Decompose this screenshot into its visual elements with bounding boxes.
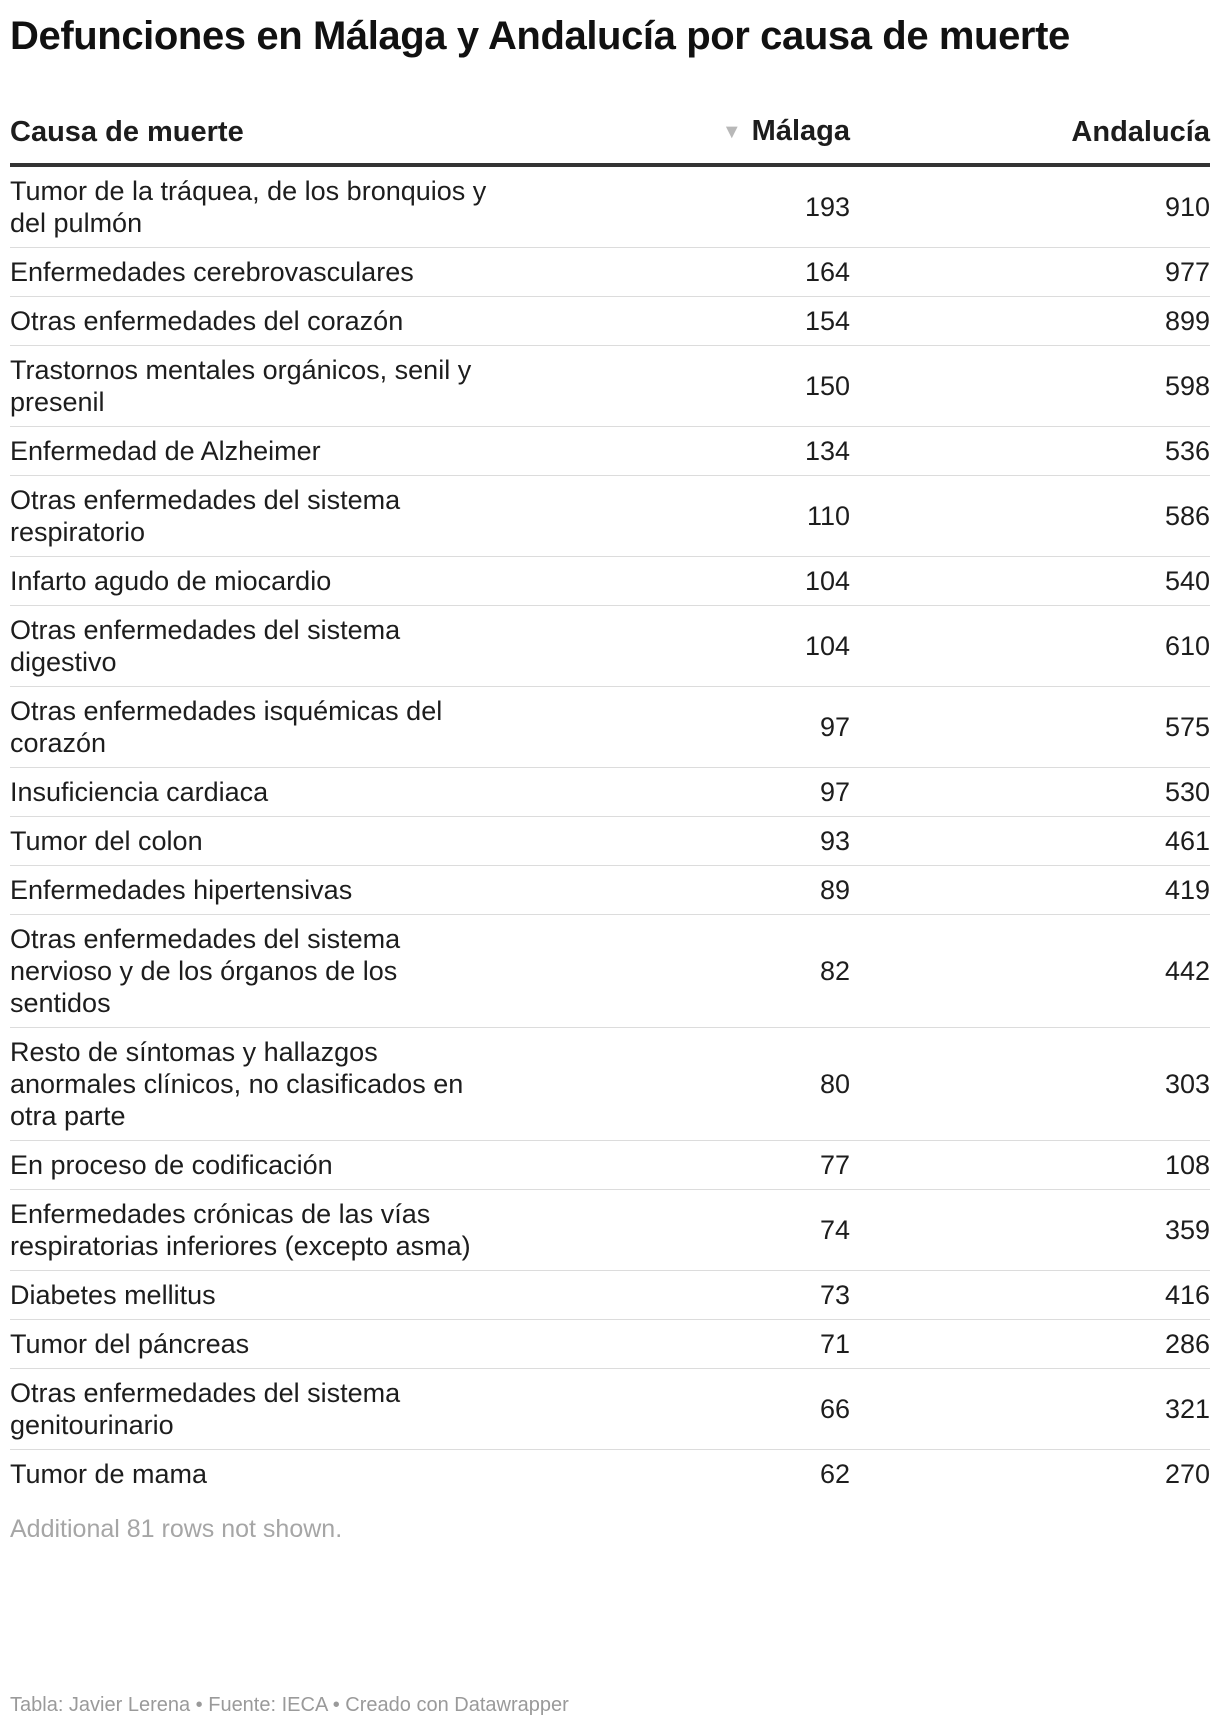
cause-label: Otras enfermedades del sistema nervioso y de los órganos de los sentidos [10, 924, 401, 1018]
cell-cause [10, 165, 510, 248]
table-row [10, 1141, 1210, 1190]
column-header-malaga-label: Málaga [751, 115, 850, 147]
table-row [10, 427, 1210, 476]
column-header-malaga[interactable] [510, 114, 850, 165]
table-body [10, 165, 1210, 1498]
cause-label: Tumor del páncreas [10, 1329, 250, 1359]
cell-malaga: 73 [510, 1271, 850, 1320]
cause-label: Otras enfermedades del sistema respiratorio [10, 485, 401, 547]
cell-andalucia: 321 [850, 1369, 1210, 1450]
cause-label: Otras enfermedades del sistema digestivo [10, 615, 401, 677]
table-row [10, 1190, 1210, 1271]
cell-cause [10, 557, 510, 606]
cell-andalucia: 419 [850, 866, 1210, 915]
table-row [10, 297, 1210, 346]
more-rows-note: Additional 81 rows not shown. [10, 1515, 343, 1543]
cell-malaga: 104 [510, 606, 850, 687]
cell-malaga: 93 [510, 817, 850, 866]
table-container [10, 0, 1210, 1716]
cell-malaga: 89 [510, 866, 850, 915]
table-row [10, 687, 1210, 768]
cause-label: Enfermedad de Alzheimer [10, 436, 321, 466]
column-header-andalucia[interactable] [850, 114, 1210, 165]
cause-label: Otras enfermedades del sistema genitourinario [10, 1378, 401, 1440]
table-row [10, 1450, 1210, 1499]
cause-label: Enfermedades hipertensivas [10, 875, 353, 905]
cell-malaga: 77 [510, 1141, 850, 1190]
cell-cause [10, 817, 510, 866]
cause-label: Diabetes mellitus [10, 1280, 216, 1310]
cell-malaga: 154 [510, 297, 850, 346]
cell-malaga: 150 [510, 346, 850, 427]
cell-andalucia: 899 [850, 297, 1210, 346]
table-row [10, 1320, 1210, 1369]
table-row [10, 165, 1210, 248]
cell-andalucia: 286 [850, 1320, 1210, 1369]
cell-malaga: 80 [510, 1028, 850, 1141]
cause-label: Otras enfermedades del corazón [10, 306, 404, 336]
cell-andalucia: 575 [850, 687, 1210, 768]
cell-malaga: 66 [510, 1369, 850, 1450]
table-row [10, 768, 1210, 817]
cell-andalucia: 586 [850, 476, 1210, 557]
cell-malaga: 164 [510, 248, 850, 297]
cell-malaga: 74 [510, 1190, 850, 1271]
cell-cause [10, 768, 510, 817]
cell-andalucia: 610 [850, 606, 1210, 687]
cause-label: Tumor de la tráquea, de los bronquios y del pulmón [10, 176, 487, 238]
table-row [10, 1271, 1210, 1320]
cell-cause [10, 1190, 510, 1271]
cell-cause [10, 606, 510, 687]
cell-cause [10, 1450, 510, 1499]
cell-cause [10, 1369, 510, 1450]
cause-label: Enfermedades crónicas de las vías respiratorias inferiores (excepto asma) [10, 1199, 471, 1261]
cell-andalucia: 416 [850, 1271, 1210, 1320]
cell-malaga: 97 [510, 687, 850, 768]
cell-malaga: 82 [510, 915, 850, 1028]
column-header-cause-label: Causa de muerte [10, 116, 244, 148]
cell-andalucia: 977 [850, 248, 1210, 297]
cell-cause [10, 476, 510, 557]
cause-label: Infarto agudo de miocardio [10, 566, 332, 596]
cell-andalucia: 303 [850, 1028, 1210, 1141]
cell-cause [10, 346, 510, 427]
cause-label: Tumor del colon [10, 826, 203, 856]
table-row [10, 866, 1210, 915]
table-row [10, 476, 1210, 557]
cell-cause [10, 1141, 510, 1190]
table-row [10, 557, 1210, 606]
cause-label: Otras enfermedades isquémicas del corazón [10, 696, 443, 758]
cause-label: Enfermedades cerebrovasculares [10, 257, 414, 287]
cell-andalucia: 910 [850, 165, 1210, 248]
column-header-cause[interactable] [10, 114, 510, 165]
cause-label: En proceso de codificación [10, 1150, 333, 1180]
table-row [10, 817, 1210, 866]
cell-cause [10, 297, 510, 346]
cell-cause [10, 1028, 510, 1141]
cell-cause [10, 427, 510, 476]
cell-andalucia: 442 [850, 915, 1210, 1028]
cell-cause [10, 248, 510, 297]
table-row [10, 1369, 1210, 1450]
cell-andalucia: 108 [850, 1141, 1210, 1190]
page-title: Defunciones en Málaga y Andalucía por causa de muerte [10, 14, 1070, 58]
table-row [10, 1028, 1210, 1141]
cell-andalucia: 461 [850, 817, 1210, 866]
cell-malaga: 110 [510, 476, 850, 557]
table-row [10, 915, 1210, 1028]
cause-label: Tumor de mama [10, 1459, 208, 1489]
column-header-andalucia-label: Andalucía [1071, 116, 1210, 148]
sort-descending-icon: ▼ [721, 121, 742, 143]
cell-malaga: 104 [510, 557, 850, 606]
table-row [10, 248, 1210, 297]
cell-cause [10, 1271, 510, 1320]
cell-andalucia: 270 [1164, 1459, 1210, 1489]
cell-cause [10, 1320, 510, 1369]
table-header-row [10, 114, 1210, 165]
cell-malaga: 97 [510, 768, 850, 817]
cause-label: Insuficiencia cardiaca [10, 777, 269, 807]
cell-andalucia: 359 [850, 1190, 1210, 1271]
cell-malaga: 71 [510, 1320, 850, 1369]
cell-andalucia: 536 [850, 427, 1210, 476]
table-row [10, 346, 1210, 427]
cause-label: Trastornos mentales orgánicos, senil y presenil [10, 355, 472, 417]
cell-cause [10, 687, 510, 768]
table-row [10, 606, 1210, 687]
cell-andalucia: 540 [850, 557, 1210, 606]
cell-cause [10, 866, 510, 915]
cell-malaga: 193 [510, 165, 850, 248]
cell-cause [10, 915, 510, 1028]
cause-label: Resto de síntomas y hallazgos anormales clínicos, no clasificados en otra parte [10, 1037, 464, 1131]
cell-malaga: 62 [819, 1459, 850, 1489]
data-table [10, 114, 1210, 1498]
cell-andalucia: 530 [850, 768, 1210, 817]
footer-credits: Tabla: Javier Lerena • Fuente: IECA • Creado con Datawrapper [10, 1694, 569, 1716]
cell-andalucia: 598 [850, 346, 1210, 427]
cell-malaga: 134 [510, 427, 850, 476]
